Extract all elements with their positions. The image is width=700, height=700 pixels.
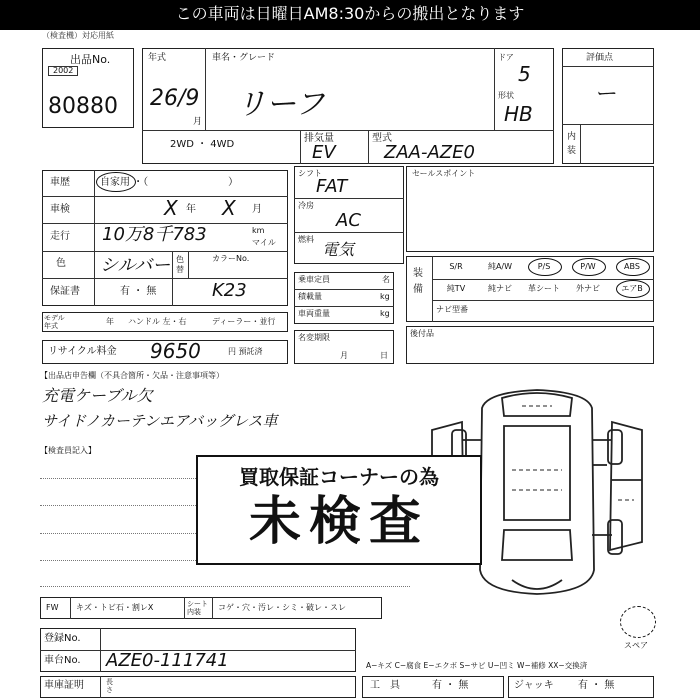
notes-label: 【出品店申告欄（不具合箇所・欠品・注意事項等）	[40, 371, 224, 380]
history-value: 自家用 ・（ ）	[100, 177, 239, 188]
dealer-value: ディーラー・並行	[212, 317, 276, 326]
stamp-line-1: 買取保証コーナーの為	[239, 465, 439, 489]
header-note: （検査機）対応用紙	[42, 31, 114, 40]
sales-point-box	[406, 166, 654, 252]
deregister-month: 月	[340, 351, 348, 360]
notes-line-1: 充電ケーブル欠	[42, 386, 153, 405]
weight-label: 車両重量	[298, 309, 330, 318]
history-label: 車歴	[50, 177, 70, 188]
body-label: 形状	[498, 91, 514, 100]
displacement-label: 排気量	[304, 133, 334, 144]
equipment-item: P/W	[580, 262, 596, 271]
damage-legend: A−キズ C−腐食 E−エクボ S−サビ U−凹ミ W−補修 XX−交換済	[366, 661, 588, 670]
repaint-label: 色替	[176, 255, 184, 274]
mileage-unit-km: km	[252, 226, 265, 235]
equipment-item: 純ナビ	[488, 284, 512, 293]
aftermarket-label: 後付品	[410, 329, 434, 338]
rating-label: 評価点	[586, 53, 614, 63]
color-no-label: カラーNo.	[212, 254, 250, 263]
aftermarket-box	[406, 326, 654, 364]
recycle-label: リサイクル料金	[48, 346, 117, 357]
mileage-label: 走行	[50, 231, 70, 242]
inspector-label: 【検査員記入】	[40, 446, 96, 455]
drive-text: 2WD ・ 4WD	[170, 139, 235, 150]
model-label: 車名・グレード	[212, 53, 276, 63]
equipment-item: ABS	[624, 262, 640, 271]
floor-label: FW	[46, 603, 59, 612]
jack-value: 有 ・ 無	[578, 680, 615, 691]
inspection-month-unit: 月	[252, 204, 262, 215]
year-value: 26/9	[150, 86, 200, 111]
shift-label: シフト	[298, 169, 322, 178]
body-value: HB	[504, 102, 533, 126]
mileage-unit-mile: マイル	[252, 238, 276, 247]
equipment-item: 純TV	[446, 284, 466, 293]
lot-number: 80880	[48, 94, 118, 119]
tools-label: 工具	[370, 680, 410, 691]
equipment-item: S/R	[449, 262, 463, 271]
color-value: シルバー	[100, 255, 171, 276]
capacity-label: 乗車定員	[298, 275, 330, 284]
tools-value: 有 ・ 無	[432, 680, 469, 691]
model-value: リーフ	[236, 87, 325, 122]
jack-label: ジャッキ	[514, 680, 554, 691]
doors-label: ドア	[498, 53, 514, 62]
color-label: 色	[56, 258, 66, 269]
registration-label: 登録No.	[44, 633, 81, 644]
load-unit: kg	[380, 292, 390, 301]
floor-value: キズ・トビ石・割レX	[76, 603, 154, 612]
equipment-item: エアB	[621, 284, 643, 293]
model-code-value: ZAA-AZE0	[384, 142, 475, 163]
warranty-label: 保証書	[50, 286, 80, 297]
color-no-value: K23	[212, 280, 247, 301]
seat-label: シート内装	[187, 600, 208, 616]
deregister-label: 名変期限	[298, 333, 330, 342]
sales-point-label: セールスポイント	[412, 169, 476, 178]
capacity-unit: 名	[382, 275, 390, 284]
handle-year-label: 年	[106, 317, 114, 326]
equipment-circle-mark	[528, 258, 562, 276]
load-label: 積載量	[298, 292, 322, 301]
fuel-label: 燃料	[298, 235, 314, 244]
spare-tire-icon	[620, 606, 656, 638]
displacement-value: EV	[312, 142, 336, 163]
doors-value: 5	[518, 62, 531, 86]
warranty-value: 有 ・ 無	[120, 286, 157, 297]
interior-label: 内装	[567, 132, 577, 156]
equipment-label: 装備	[413, 268, 423, 295]
recycle-unit: 円 預託済	[228, 347, 263, 356]
equipment-item: 革シート	[528, 284, 560, 293]
deregister-day: 日	[380, 351, 388, 360]
equipment-item: P/S	[537, 262, 551, 271]
inspection-year-value: X	[164, 196, 178, 220]
handle-value: ハンドル 左・右	[128, 317, 187, 326]
equipment-item: 純A/W	[487, 262, 513, 271]
spare-label: スペア	[624, 641, 648, 650]
rating-value: ー	[594, 82, 617, 107]
aircon-label: 冷房	[298, 201, 314, 210]
lot-label: 出品No.	[70, 53, 111, 66]
certificate-length: 長さ	[106, 678, 113, 694]
mileage-value: 10万8千783	[102, 224, 207, 245]
equipment-circle-mark	[572, 258, 606, 276]
chassis-label: 車台No.	[44, 655, 81, 666]
lot-code: 2002	[48, 66, 78, 76]
inspection-label: 車検	[50, 204, 70, 215]
stamp-line-2: 未検査	[248, 492, 429, 552]
year-month: 月	[193, 117, 203, 127]
weight-unit: kg	[380, 309, 390, 318]
equipment-circle-mark	[616, 280, 650, 298]
equipment-circle-mark	[616, 258, 650, 276]
inspection-year-unit: 年	[186, 204, 196, 215]
seat-value: コゲ・穴・汚レ・シミ・破レ・スレ	[218, 603, 346, 612]
equipment-item: 外ナビ	[576, 284, 600, 293]
recycle-value: 9650	[150, 339, 201, 363]
banner-text: この車両は日曜日AM8:30からの搬出となります	[175, 4, 525, 23]
model-year-label: モデル年式	[44, 314, 65, 330]
fuel-value: 電気	[322, 240, 355, 259]
year-label: 年式	[148, 53, 167, 63]
certificate-label: 車庫証明	[44, 680, 84, 691]
shift-value: FAT	[316, 176, 348, 197]
notes-line-2: サイドノカーテンエアバッグレス車	[42, 412, 278, 430]
aircon-value: AC	[336, 210, 361, 231]
certificate-row	[40, 676, 356, 698]
navi-label: ナビ型番	[436, 305, 468, 314]
chassis-value: AZE0-111741	[106, 650, 229, 671]
model-code-label: 型式	[372, 133, 392, 144]
inspection-month-value: X	[222, 196, 236, 220]
